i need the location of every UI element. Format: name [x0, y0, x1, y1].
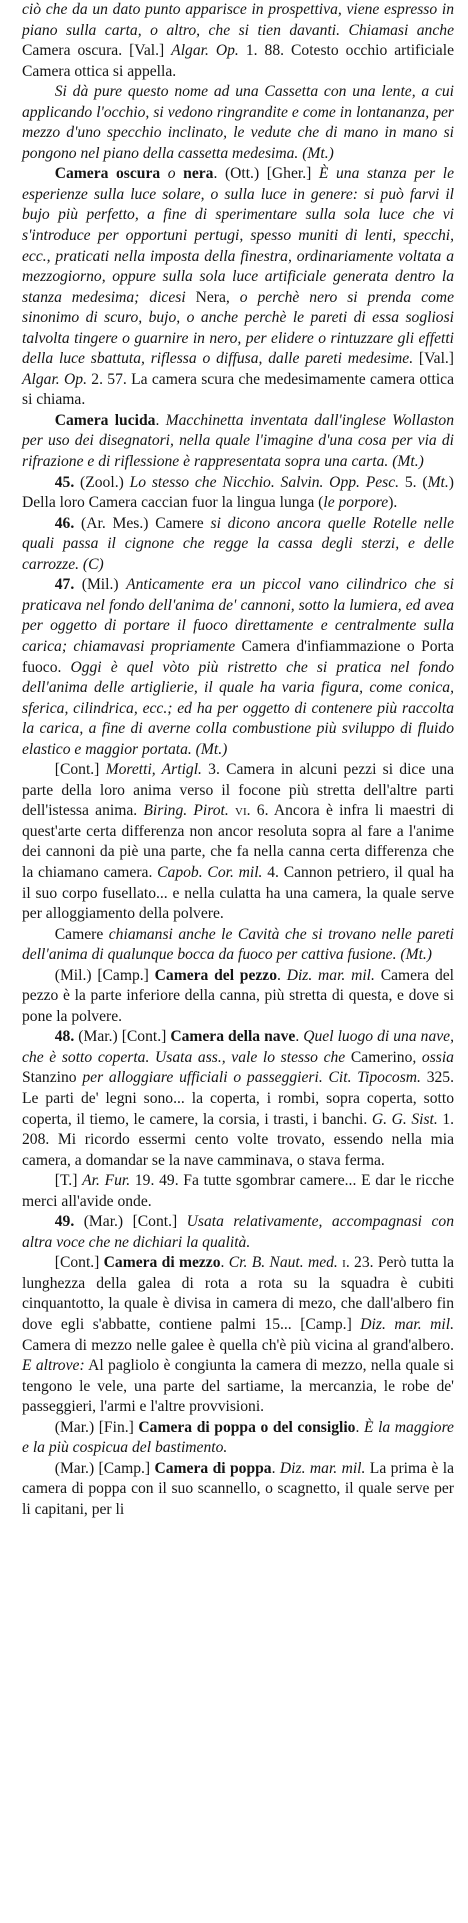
roman-run: [Cont.]: [54, 1254, 104, 1272]
italic-run: Lo stesso che Nicchio. Salvin. Opp. Pesc.: [129, 473, 400, 491]
bold-headword: 47.: [54, 576, 75, 594]
italic-run: Ar. Fur.: [82, 1172, 131, 1190]
roman-run: Camera d'infiammazione o Porta fuoco.: [22, 637, 454, 676]
roman-run: [Cont.]: [54, 761, 106, 779]
dictionary-entry-paragraph: [22, 1212, 454, 1253]
bold-headword: Camera della nave: [170, 1028, 296, 1046]
dictionary-entry-paragraph: [22, 966, 454, 1028]
roman-run: (Mar.) [Fin.]: [54, 1418, 139, 1436]
italic-run: chiamansi anche le Cavità che si trovano nelle pareti dell'anima di qualunque bocca da fuoco per cattiva fusione. (Mt.): [22, 925, 454, 964]
italic-run: Si dà pure questo nome ad una Cassetta con una lente, a cui applicando l'occhio, si vedono ringrandite e come in lontananza, per mezzo d'uno specchio inclinato, le vedute che di mano in mano si pongono nel piano della cassetta medesima. (Mt.): [22, 83, 454, 162]
bold-headword: Camera di poppa: [154, 1459, 272, 1477]
roman-run: (Mar.) [Cont.]: [74, 1213, 187, 1231]
dictionary-entry-paragraph: [22, 473, 454, 514]
dictionary-entry-paragraph: [22, 575, 454, 760]
roman-run: 5. (: [399, 473, 428, 491]
bold-headword: 49.: [54, 1213, 75, 1231]
roman-run: (Zool.): [74, 473, 130, 491]
italic-run: per alloggiare ufficiali o passeggieri. Cit. Tipocosm.: [76, 1069, 421, 1087]
italic-run: Usata relativamente, accompagnasi con altra voce che ne dichiari la qualità.: [22, 1213, 454, 1251]
bold-headword: 46.: [54, 514, 75, 532]
italic-run: , ossia: [412, 1048, 454, 1066]
roman-run: 325. Le parti de' legni sono... la coperta, i rombi, sopra coperta, sotto coperta, il tiemo, le camere, la corsia, i trasti, i banchi.: [22, 1069, 454, 1128]
roman-run: Stanzino: [22, 1069, 77, 1087]
dictionary-entry-paragraph: [22, 411, 454, 473]
roman-run: [Val.]: [418, 350, 454, 368]
dictionary-entry-paragraph: [22, 1418, 454, 1459]
italic-run: o: [160, 165, 184, 183]
italic-run: Diz. mar. mil.: [286, 966, 375, 984]
bold-headword: Camera oscura: [54, 165, 161, 183]
roman-run: ) Della loro Camera caccian fuor la lingua lunga (: [22, 473, 454, 512]
bold-headword: Camera di mezzo: [103, 1254, 221, 1272]
italic-run: Algar. Op.: [171, 42, 239, 60]
roman-run: (Ar. Mes.) Camere: [74, 514, 211, 532]
italic-run: Biring. Pirot.: [143, 802, 229, 820]
roman-run: Camera oscura. [Val.]: [22, 42, 172, 60]
roman-run: Camera del pezzo è la parte inferiore della canna, più stretta di questa, e dove si pone la polvere.: [22, 966, 454, 1025]
roman-run: .: [295, 1028, 304, 1046]
italic-run: Anticamente era un piccol vano cilindrico che si praticava nel fondo dell'anima de' cannoni, sotto la lumiera, ed avea per oggetto di portare il fuoco direttamente e centralmente sulla carica; chiamavasi propriamente: [22, 576, 454, 655]
italic-run: Quel luogo di una nave, che è sotto coperta. Usata ass., vale lo stesso che: [22, 1028, 455, 1066]
italic-run: Algar. Op.: [22, 370, 87, 388]
italic-run: È una stanza per le esperienze sulla luce solare, o sulla luce in genere: si può farvi il bujo più perfetto, a fine di sperimentare sulla sola luce che vi s'introduce per opportuni pertugi, spesso muniti di lenti, specchi, ecc., praticati nella imposta della finestra, ordinariamente voltata a mezzogiorno, oppure sulla sola luce artificiale generata dentro la stanza medesima; dicesi: [22, 165, 455, 306]
roman-run: .: [271, 1459, 280, 1477]
bold-headword: 48.: [54, 1028, 75, 1046]
roman-run: Nera: [195, 288, 226, 306]
roman-run: [T.]: [54, 1172, 83, 1190]
roman-run: (Mil.) [Camp.]: [54, 966, 155, 984]
roman-run: 1. 208. Mi ricordo essermi cento volte trovato, essendo nella mia camera, a domandar se la nave camminava, o stava ferma.: [22, 1110, 455, 1169]
italic-run: Diz. mar. mil.: [279, 1459, 366, 1477]
italic-run: Diz. mar. mil.: [360, 1316, 454, 1333]
roman-run: La prima è la camera di poppa con il suo scannello, o scagnetto, il quale serve per li capitani, per li: [22, 1459, 455, 1518]
small-caps-run: i: [342, 1254, 346, 1272]
italic-run: Macchinetta inventata dall'inglese Wollaston per uso dei disegnatori, nella quale l'imagine d'una cosa per via di rifrazione e di riflessione è rappresentata sopra una carta. (Mt.): [22, 411, 454, 471]
dictionary-entry-paragraph: [22, 1171, 454, 1212]
roman-run: . (Ott.) [Gher.]: [213, 165, 319, 183]
roman-run: .: [155, 411, 166, 429]
roman-run: Al pagliolo è congiunta la camera di mezzo, nella quale si tengono le vele, una parte del sartiame, la mercanzia, le robe de' passeggieri, l'armi e l'altre provvisioni.: [22, 1357, 454, 1416]
roman-run: .: [277, 966, 287, 984]
italic-run: , o perchè nero si prenda come sinonimo di scuro, bujo, o anche perchè le pareti di essa sogliosi talvolta tingere o guarnire in nero, per elidere o rintuzzare gli effetti della luce sbattuta, riflessa o diffusa, dalle pareti medesime.: [22, 288, 454, 368]
roman-run: 4. Cannon petriero, il qual ha il suo corpo fusellato... e nella culatta ha una camera, la quale serve per alloggiamento della polvere.: [22, 863, 454, 923]
small-caps-run: vi: [235, 802, 247, 820]
bold-headword: Camera di poppa o del consiglio: [138, 1418, 356, 1436]
roman-run: (Mil.): [74, 576, 127, 594]
italic-run: si dicono ancora quelle Rotelle nelle quali passa il cignone che regge la cassa degli sterzi, e delle carrozze. (C): [22, 514, 454, 573]
italic-run: È la maggiore e la più cospicua del bastimento.: [22, 1418, 454, 1457]
italic-run: Cr. B. Naut. med.: [228, 1254, 338, 1272]
dictionary-entry-paragraph: [22, 82, 454, 164]
italic-run: Mt.: [427, 473, 449, 491]
roman-run: Camere: [54, 925, 109, 943]
bold-headword: Camera lucida: [54, 411, 156, 429]
dictionary-entry-paragraph: [22, 514, 454, 576]
dictionary-entry-paragraph: [22, 164, 454, 411]
roman-run: Camerino: [350, 1048, 413, 1066]
roman-run: (Mar.) [Cont.]: [74, 1028, 171, 1046]
roman-run: 19. 49. Fa tutte sgombrar camere... E dar le ricche merci all'avide onde.: [22, 1172, 454, 1210]
italic-run: G. G. Sist.: [371, 1110, 438, 1128]
italic-run: Oggi è quel vòto più ristretto che si pratica nel fondo dell'anima delle artiglierie, il quale ha varia figura, come conica, sferica, cilindrica, ecc.; ed ha per oggetto di contenere più raccolta la carica, a fine di averne colla combustione più sviluppo di fluido elastico e maggior portata. (Mt.): [22, 658, 454, 758]
dictionary-entry-paragraph: [22, 0, 454, 82]
bold-headword: nera: [183, 165, 214, 183]
roman-run: (Mar.) [Camp.]: [54, 1459, 155, 1477]
bold-headword: 45.: [54, 473, 75, 491]
roman-run: 1. 88. Cotesto occhio artificiale Camera ottica si appella.: [22, 42, 454, 80]
italic-run: ciò che da un dato punto apparisce in prospettiva, viene espresso in piano sulla carta, o altro, che si tien davanti. Chiamasi anche: [22, 1, 454, 39]
dictionary-entry-paragraph: [22, 1027, 454, 1171]
roman-run: Camera di mezzo nelle galee è quella ch'è più vicina al grand'albero.: [22, 1336, 454, 1354]
dictionary-entry-paragraph: [22, 1459, 454, 1521]
dictionary-entry-paragraph: [22, 925, 454, 966]
roman-run: 3. Camera in alcuni pezzi si dice una parte della loro anima verso il focone più stretta dell'altre parti dell'istessa anima.: [22, 761, 455, 820]
roman-run: ).: [388, 494, 398, 512]
roman-run: . 23. Però tutta la lunghezza della galea di rota a rota su la squadra è cubiti cinquantotto, la quale è divisa in camera di mezo, che dall'albero fin dove egli s'abbatte, contiene palmi 15... [Camp.]: [22, 1254, 454, 1333]
bold-headword: Camera del pezzo: [154, 966, 278, 984]
italic-run: Capob. Cor. mil.: [157, 863, 263, 881]
dictionary-entry-paragraph: [22, 760, 454, 924]
dictionary-entry-paragraph: [22, 1253, 454, 1417]
italic-run: E altrove:: [22, 1357, 85, 1375]
roman-run: .: [355, 1418, 364, 1436]
roman-run: .: [220, 1254, 229, 1272]
roman-run: . 6. Ancora è infra li maestri di quest'arte certa differenza non ancor resoluta sopra al fare a l'anime dei cannoni da piè una parte, che fa nella canna certa differenza che la chiamano camera.: [22, 802, 454, 881]
roman-run: 2. 57. La camera scura che medesimamente camera ottica si chiama.: [22, 370, 454, 409]
italic-run: Moretti, Artigl.: [105, 761, 202, 779]
italic-run: le porpore: [323, 494, 389, 512]
